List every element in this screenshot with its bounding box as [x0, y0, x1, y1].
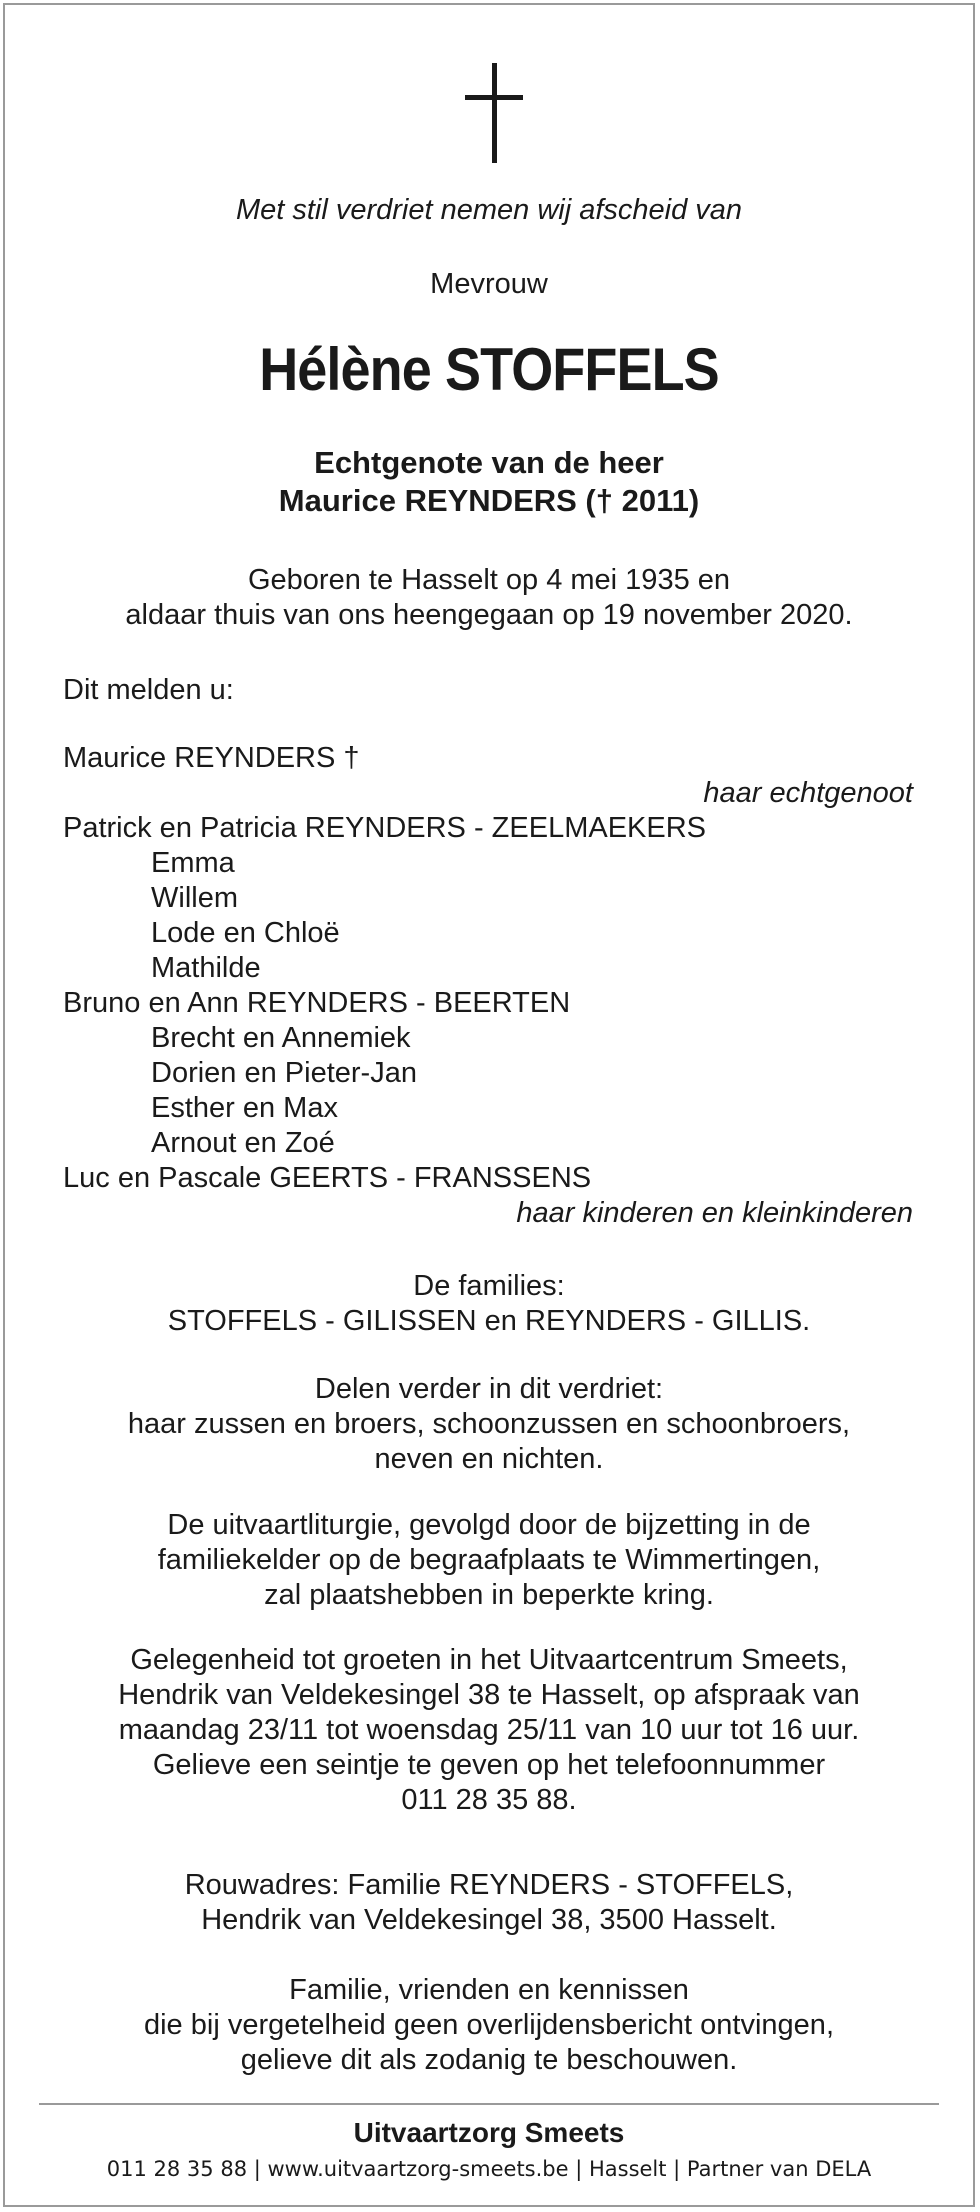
- families-heading: De families:: [413, 1270, 565, 1302]
- grandchild-entry: Esther en Max: [151, 1092, 338, 1124]
- sharing-line: haar zussen en broers, schoonzussen en schoonbroers,: [127, 1408, 851, 1440]
- grandchild-entry: Willem: [151, 882, 238, 914]
- spouse-info: [5, 444, 973, 520]
- birth-line: Geboren te Hasselt op 4 mei 1935 en: [247, 564, 731, 596]
- grandchild-entry: Mathilde: [151, 952, 261, 984]
- visitation-line: maandag 23/11 tot woensdag 25/11 van 10 uur tot 16 uur.: [118, 1714, 860, 1746]
- footer-info: 011 28 35 88 | www.uitvaartzorg-smeets.be | Hasselt | Partner van DELA: [106, 2157, 872, 2181]
- child-1-name: Patrick en Patricia REYNDERS - ZEELMAEKERS: [63, 812, 707, 844]
- announce-text: Dit melden u:: [63, 674, 234, 706]
- families-block: [5, 1269, 973, 1339]
- funeral-line: zal plaatshebben in beperkte kring.: [264, 1579, 714, 1611]
- visitation-block: [5, 1643, 973, 1818]
- closing-line: die bij vergetelheid geen overlijdensbericht ontvingen,: [143, 2009, 834, 2041]
- husband-name: Maurice REYNDERS †: [63, 742, 360, 774]
- child-3-name: Luc en Pascale GEERTS - FRANSSENS: [63, 1162, 592, 1194]
- address-line: Hendrik van Veldekesingel 38, 3500 Hasselt.: [201, 1904, 777, 1936]
- closing-block: [5, 1973, 973, 2078]
- visitation-phone: 011 28 35 88.: [401, 1784, 577, 1816]
- visitation-line: Hendrik van Veldekesingel 38 te Hasselt, op afspraak van: [118, 1679, 860, 1711]
- grandchild-entry: Dorien en Pieter-Jan: [151, 1057, 417, 1089]
- visitation-line: Gelieve een seintje te geven op het telefoonnummer: [152, 1749, 826, 1781]
- death-line: aldaar thuis van ons heengegaan op 19 november 2020.: [125, 599, 853, 631]
- cross-icon: [5, 63, 973, 165]
- spouse-line-2: Maurice REYNDERS († 2011): [278, 483, 700, 518]
- closing-line: Familie, vrienden en kennissen: [289, 1974, 689, 2006]
- intro-text: Met stil verdriet nemen wij afscheid van: [235, 194, 743, 226]
- address-line: Rouwadres: Familie REYNDERS - STOFFELS,: [184, 1869, 794, 1901]
- address-block: [5, 1868, 973, 1938]
- footer-company: Uitvaartzorg Smeets: [353, 2117, 625, 2148]
- closing-line: gelieve dit als zodanig te beschouwen.: [240, 2044, 738, 2076]
- funeral-line: familiekelder op de begraafplaats te Wimmertingen,: [157, 1544, 821, 1576]
- husband-role: haar echtgenoot: [703, 777, 913, 809]
- families-names: STOFFELS - GILISSEN en REYNDERS - GILLIS.: [167, 1305, 811, 1337]
- sharing-block: [5, 1372, 973, 1477]
- children-role: haar kinderen en kleinkinderen: [516, 1197, 913, 1229]
- grandchild-entry: Arnout en Zoé: [151, 1127, 335, 1159]
- visitation-line: Gelegenheid tot groeten in het Uitvaartcentrum Smeets,: [130, 1644, 848, 1676]
- sharing-line: neven en nichten.: [374, 1443, 604, 1475]
- obituary-card: [3, 3, 975, 2207]
- sharing-line: Delen verder in dit verdriet:: [314, 1373, 664, 1405]
- grandchild-entry: Brecht en Annemiek: [151, 1022, 411, 1054]
- funeral-line: De uitvaartliturgie, gevolgd door de bijzetting in de: [167, 1509, 811, 1541]
- grandchild-entry: Emma: [151, 847, 235, 879]
- deceased-name: Hélène STOFFELS: [259, 336, 719, 403]
- spouse-line-1: Echtgenote van de heer: [314, 445, 664, 480]
- title-prefix: Mevrouw: [430, 268, 548, 300]
- grandchild-entry: Lode en Chloë: [151, 917, 340, 949]
- footer-divider: [39, 2103, 939, 2105]
- funeral-block: [5, 1508, 973, 1613]
- birth-death-info: [5, 563, 973, 633]
- child-2-name: Bruno en Ann REYNDERS - BEERTEN: [63, 987, 571, 1019]
